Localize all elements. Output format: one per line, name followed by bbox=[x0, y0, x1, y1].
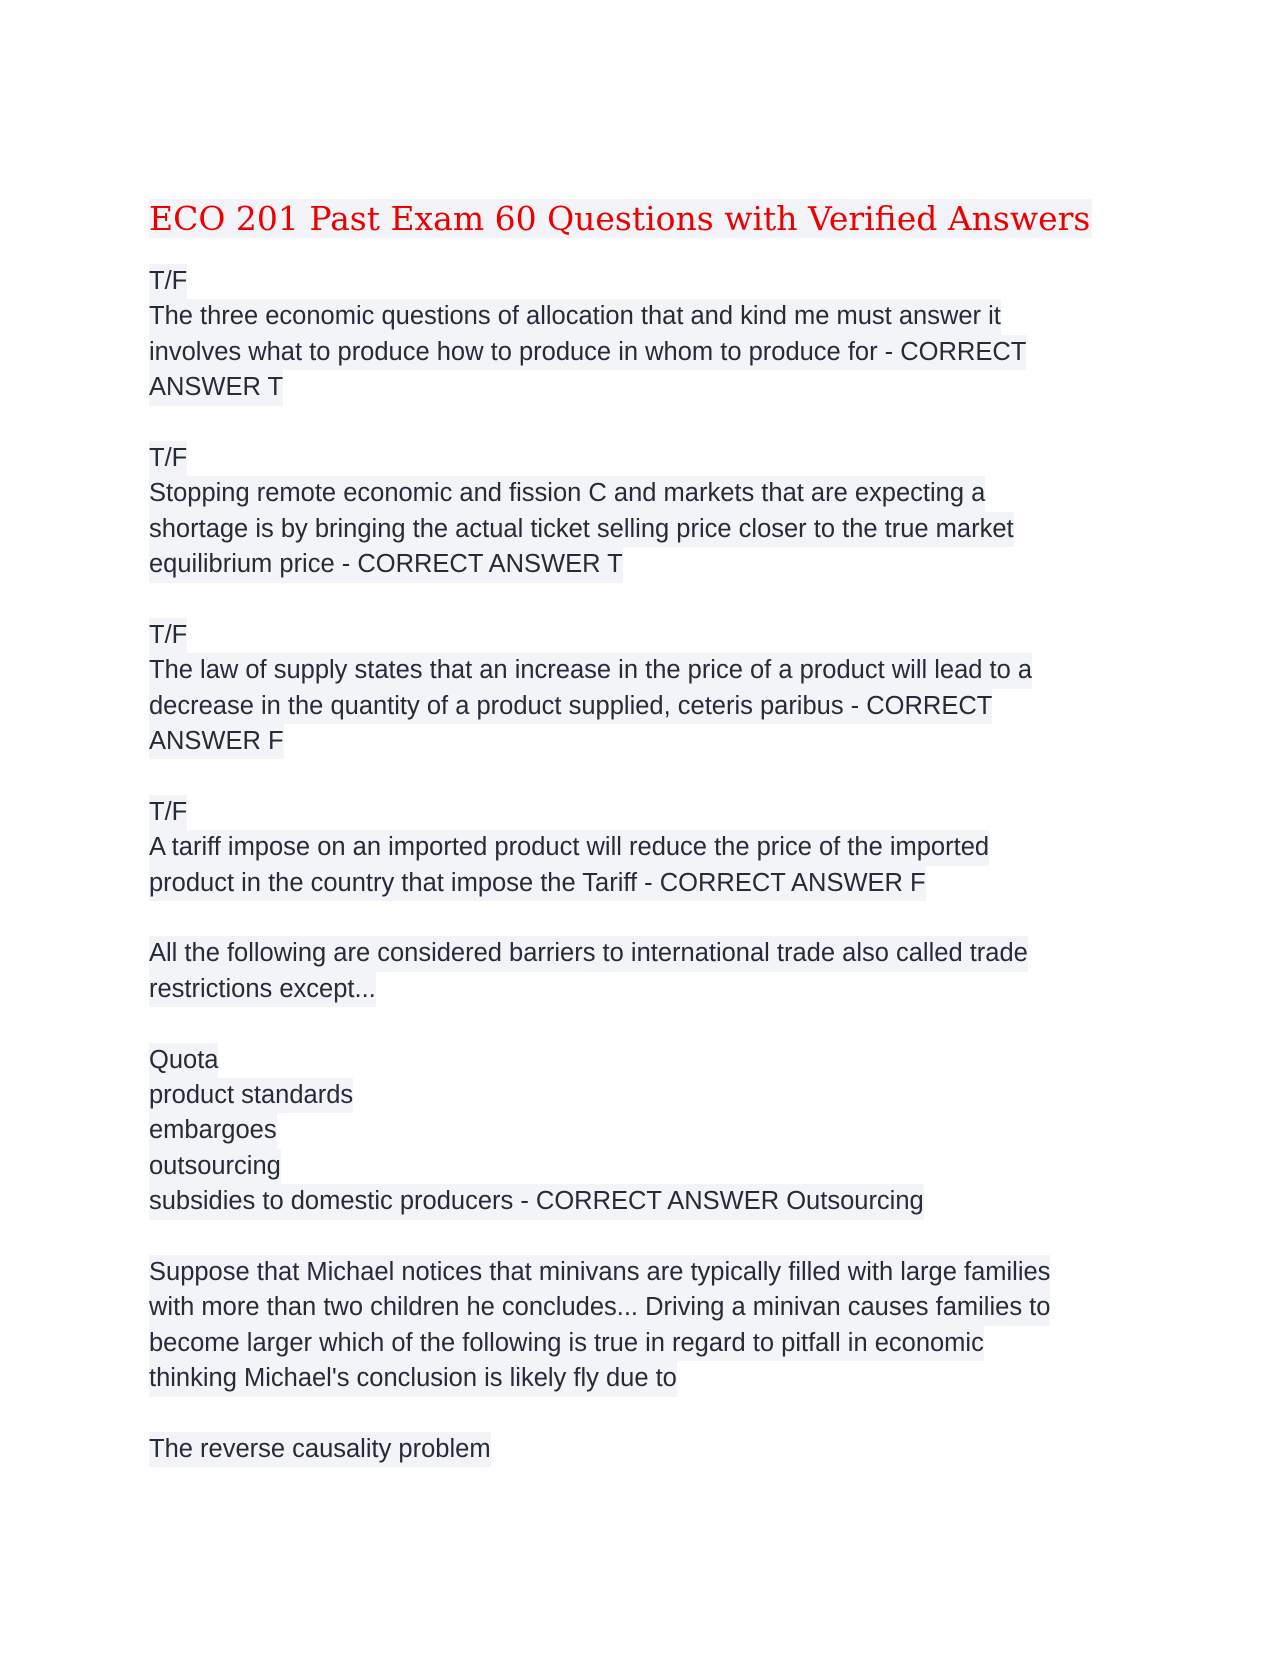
line-text: become larger which of the following is true in regard to pitfall in economic bbox=[149, 1326, 984, 1361]
paragraph-gap bbox=[149, 1220, 1149, 1255]
text-line bbox=[149, 476, 1149, 511]
text-line bbox=[149, 1149, 1149, 1184]
text-line bbox=[149, 441, 1149, 476]
line-text: Quota bbox=[149, 1043, 218, 1078]
line-text: T/F bbox=[149, 264, 187, 299]
line-text: restrictions except... bbox=[149, 972, 376, 1007]
title-text: ECO 201 Past Exam 60 Questions with Verified Answers bbox=[149, 199, 1091, 238]
question-block bbox=[149, 441, 1149, 583]
line-text: thinking Michael's conclusion is likely fly due to bbox=[149, 1361, 677, 1396]
question-block bbox=[149, 1255, 1149, 1397]
paragraph-gap bbox=[149, 583, 1149, 618]
line-text: The law of supply states that an increase in the price of a product will lead to a bbox=[149, 653, 1032, 688]
line-text: Stopping remote economic and fission C and markets that are expecting a bbox=[149, 476, 985, 511]
text-line bbox=[149, 1078, 1149, 1113]
question-block bbox=[149, 936, 1149, 1007]
question-block bbox=[149, 1432, 1149, 1467]
line-text: ANSWER T bbox=[149, 370, 283, 405]
text-line bbox=[149, 264, 1149, 299]
question-block bbox=[149, 795, 1149, 901]
paragraph-gap bbox=[149, 759, 1149, 794]
text-line bbox=[149, 795, 1149, 830]
line-text: embargoes bbox=[149, 1113, 277, 1148]
document-title bbox=[149, 196, 1149, 242]
question-block bbox=[149, 1043, 1149, 1220]
line-text: decrease in the quantity of a product supplied, ceteris paribus - CORRECT bbox=[149, 689, 992, 724]
text-line bbox=[149, 1043, 1149, 1078]
text-line bbox=[149, 1326, 1149, 1361]
text-line bbox=[149, 653, 1149, 688]
paragraph-gap bbox=[149, 1397, 1149, 1432]
text-line bbox=[149, 1113, 1149, 1148]
line-text: outsourcing bbox=[149, 1149, 281, 1184]
text-line bbox=[149, 512, 1149, 547]
line-text: with more than two children he concludes... Driving a minivan causes families to bbox=[149, 1290, 1050, 1325]
line-text: A tariff impose on an imported product will reduce the price of the imported bbox=[149, 830, 989, 865]
text-line bbox=[149, 866, 1149, 901]
document-body bbox=[149, 264, 1149, 1467]
text-line bbox=[149, 299, 1149, 334]
text-line bbox=[149, 1290, 1149, 1325]
text-line bbox=[149, 547, 1149, 582]
text-line bbox=[149, 1361, 1149, 1396]
line-text: shortage is by bringing the actual ticket selling price closer to the true market bbox=[149, 512, 1014, 547]
line-text: ANSWER F bbox=[149, 724, 284, 759]
text-line bbox=[149, 1184, 1149, 1219]
text-line bbox=[149, 618, 1149, 653]
question-block bbox=[149, 264, 1149, 406]
line-text: T/F bbox=[149, 618, 187, 653]
document-page bbox=[149, 196, 1149, 1467]
line-text: The reverse causality problem bbox=[149, 1432, 491, 1467]
text-line bbox=[149, 936, 1149, 971]
text-line bbox=[149, 972, 1149, 1007]
line-text: involves what to produce how to produce in whom to produce for - CORRECT bbox=[149, 335, 1026, 370]
line-text: The three economic questions of allocation that and kind me must answer it bbox=[149, 299, 1001, 334]
paragraph-gap bbox=[149, 1007, 1149, 1042]
line-text: equilibrium price - CORRECT ANSWER T bbox=[149, 547, 623, 582]
text-line bbox=[149, 370, 1149, 405]
paragraph-gap bbox=[149, 901, 1149, 936]
question-block bbox=[149, 618, 1149, 760]
text-line bbox=[149, 1255, 1149, 1290]
text-line bbox=[149, 830, 1149, 865]
text-line bbox=[149, 1432, 1149, 1467]
text-line bbox=[149, 689, 1149, 724]
text-line bbox=[149, 335, 1149, 370]
line-text: subsidies to domestic producers - CORRECT ANSWER Outsourcing bbox=[149, 1184, 924, 1219]
line-text: T/F bbox=[149, 441, 187, 476]
line-text: T/F bbox=[149, 795, 187, 830]
line-text: product in the country that impose the Tariff - CORRECT ANSWER F bbox=[149, 866, 926, 901]
paragraph-gap bbox=[149, 406, 1149, 441]
line-text: product standards bbox=[149, 1078, 353, 1113]
text-line bbox=[149, 724, 1149, 759]
line-text: All the following are considered barriers to international trade also called trade bbox=[149, 936, 1028, 971]
line-text: Suppose that Michael notices that minivans are typically filled with large families bbox=[149, 1255, 1050, 1290]
